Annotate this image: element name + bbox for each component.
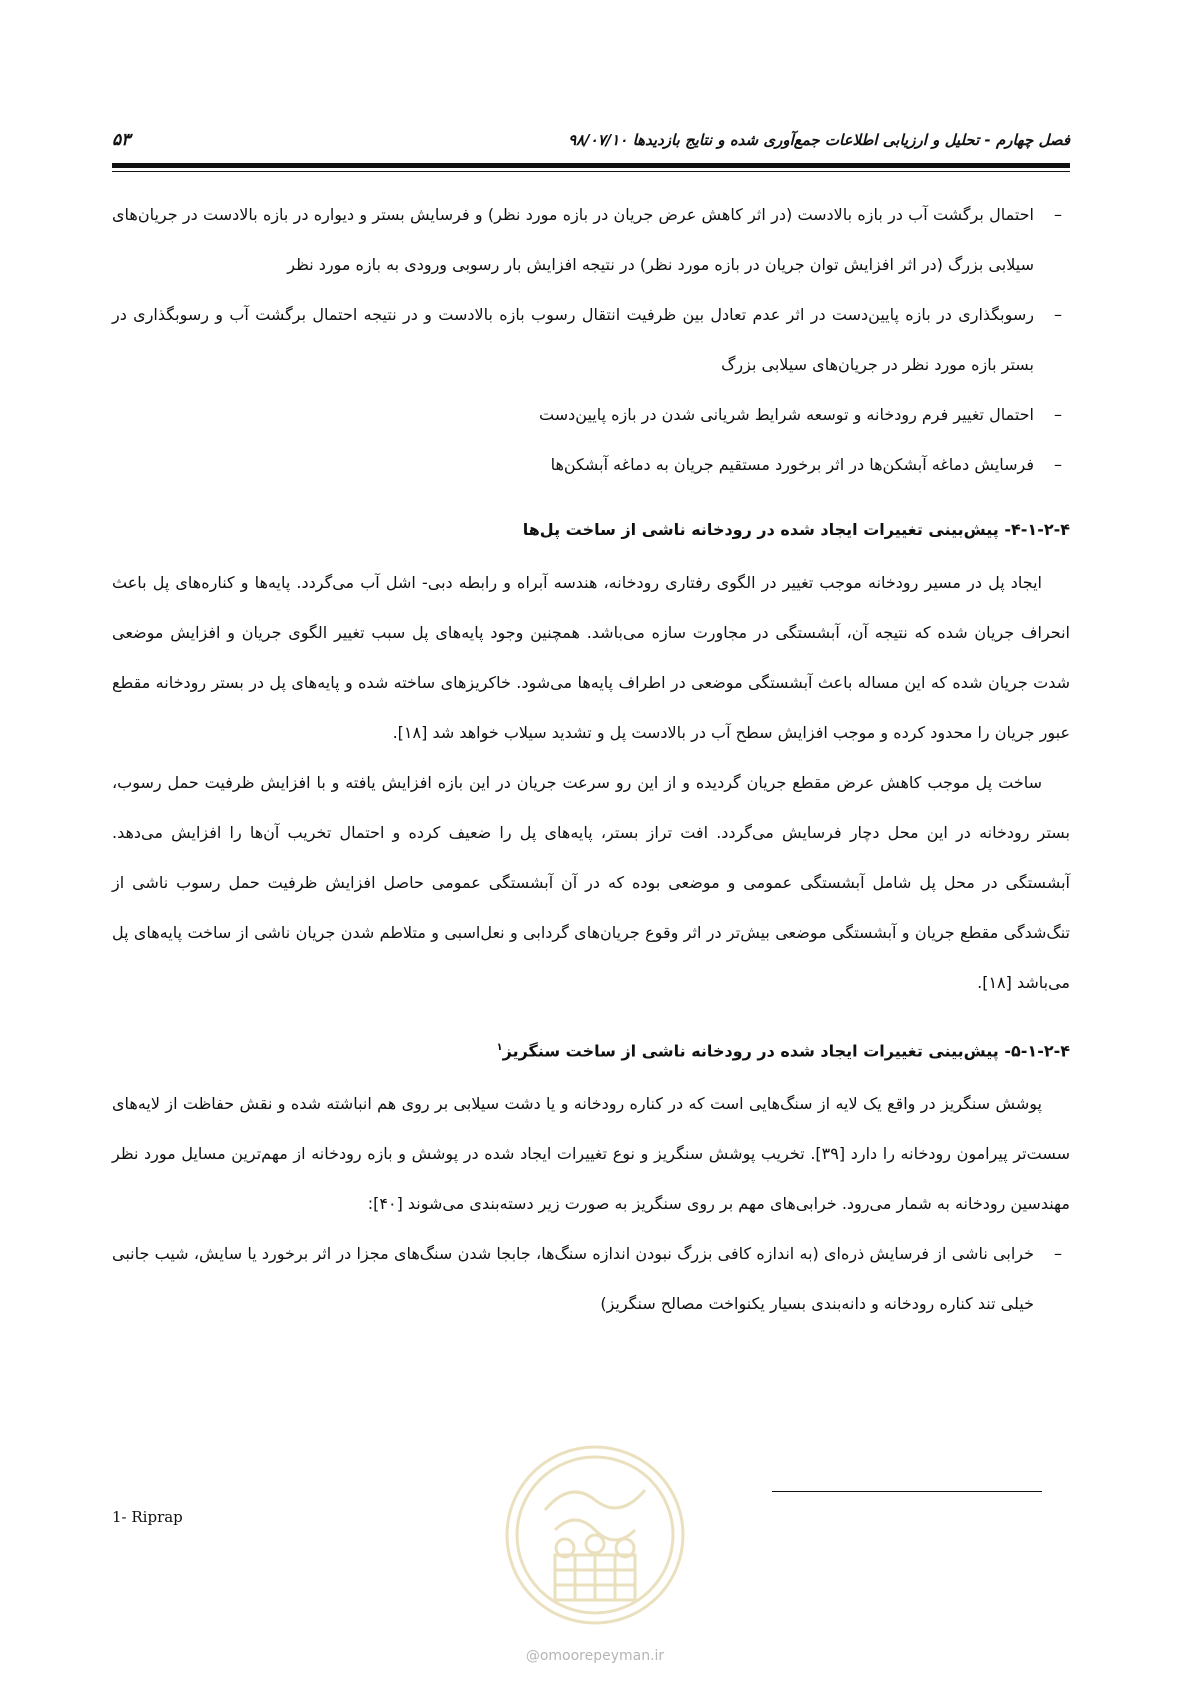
footnote: 1- Riprap (112, 1508, 183, 1526)
running-title: فصل چهارم - تحلیل و ارزیابی اطلاعات جمع‌آوری شده و نتایج بازدیدها ۹۸/۰۷/۱۰ (568, 131, 1070, 149)
footnote-separator (772, 1491, 1042, 1492)
bullet-list-top (112, 190, 1070, 490)
paragraph: ساخت پل موجب کاهش عرض مقطع جریان گردیده و از این رو سرعت جریان در این بازه افزایش یافته و با افزایش ظرفیت حمل رسوب، بستر رودخانه در این محل دچار فرسایش می‌گردد. افت تراز بستر، پایه‌های پل را ضعیف کرده و احتمال تخریب آن‌ها را افزایش می‌دهد. آبشستگی در محل پل شامل آبشستگی عمومی و موضعی بوده که در آن آبشستگی عمومی حاصل افزایش ظرفیت حمل رسوب ناشی از تنگ‌شدگی مقطع جریان و آبشستگی موضعی بیش‌تر در اثر وقوع جریان‌های گردابی و نعل‌اسبی و متلاطم شدن جریان ناشی از ساخت پایه‌های پل می‌باشد [۱۸]. (112, 773, 1070, 992)
bullet-dash: – (1054, 405, 1062, 424)
list-item: – احتمال برگشت آب در بازه بالادست (در اثر کاهش عرض جریان در بازه مورد نظر) و فرسایش بستر و دیواره در بازه بالادست در جریان‌های سیلابی بزرگ (در اثر افزایش توان جریان در بازه مورد نظر) در نتیجه افزایش بار رسوبی ورودی به بازه مورد نظر (112, 190, 1070, 290)
bullet-dash: – (1054, 1244, 1062, 1264)
bullet-dash: – (1054, 305, 1062, 324)
page-body (112, 190, 1070, 1329)
page-number: ۵۳ (112, 130, 131, 150)
section-heading-riprap: ۵-۱-۲-۴- پیش‌بینی تغییرات ایجاد شده در رودخانه ناشی از ساخت سنگریز$^۱$ (496, 1041, 1070, 1061)
paragraph: پوشش سنگریز در واقع یک لایه از سنگ‌هایی است که در کناره رودخانه و یا دشت سیلابی بر روی هم انباشته شده و نقش حفاظت از لایه‌های سست‌تر پیرامون رودخانه را دارد [۳۹]. تخریب پوشش سنگریز و نوع تغییرات ایجاد شده در پوشش و بازه رودخانه از مهم‌ترین مسایل مورد نظر مهندسین رودخانه به شمار می‌رود. خرابی‌های مهم بر روی سنگریز به صورت زیر دسته‌بندی می‌شوند [۴۰]: (112, 1094, 1071, 1214)
running-header (112, 130, 1070, 150)
bullet-list-riprap (112, 1229, 1070, 1329)
list-item: – فرسایش دماغه آبشکن‌ها در اثر برخورد مستقیم جریان به دماغه آبشکن‌ها (112, 440, 1070, 490)
list-item: – خرابی ناشی از فرسایش ذره‌ای (به اندازه کافی بزرگ نبودن اندازه سنگ‌ها، جابجا شدن سنگ‌های مجزا در اثر برخورد یا سایش، شیب جانبی خیلی تند کناره رودخانه و دانه‌بندی بسیار یکنواخت مصالح سنگریز) (112, 1229, 1070, 1329)
footnote-ref: ۱ (496, 1042, 503, 1053)
list-item: – رسوبگذاری در بازه پایین‌دست در اثر عدم تعادل بین ظرفیت انتقال رسوب بازه بالادست و در نتیجه احتمال برگشت آب و رسوبگذاری در بستر بازه مورد نظر در جریان‌های سیلابی بزرگ (112, 290, 1070, 390)
bullet-dash: – (1054, 205, 1062, 224)
omoorepeyman-seal-icon (500, 1440, 690, 1630)
section-heading-bridges: ۴-۱-۲-۴- پیش‌بینی تغییرات ایجاد شده در رودخانه ناشی از ساخت پل‌ها (522, 520, 1070, 539)
watermark-site: @omoorepeyman.ir (525, 1648, 665, 1664)
list-item: – احتمال تغییر فرم رودخانه و توسعه شرایط شریانی شدن در بازه پایین‌دست (112, 390, 1070, 440)
bullet-dash: – (1054, 455, 1062, 474)
header-rule-thin (112, 171, 1070, 172)
header-rule-thick (112, 163, 1070, 168)
paragraph: ایجاد پل در مسیر رودخانه موجب تغییر در الگوی رفتاری رودخانه، هندسه آبراه و رابطه دبی- اشل آب می‌گردد. پایه‌ها و کناره‌های پل باعث انحراف جریان شده که نتیجه آن، آبشستگی در مجاورت سازه می‌باشد. همچنین وجود پایه‌های پل سبب تغییر الگوی جریان و افزایش موضعی شدت جریان شده که این مساله باعث آبشستگی موضعی در اطراف پایه‌ها می‌شود. خاکریزهای ساخته شده و پایه‌های پل در بستر رودخانه مقطع عبور جریان را محدود کرده و موجب افزایش سطح آب در بالادست پل و تشدید سیلاب خواهد شد [۱۸]. (112, 573, 1070, 742)
